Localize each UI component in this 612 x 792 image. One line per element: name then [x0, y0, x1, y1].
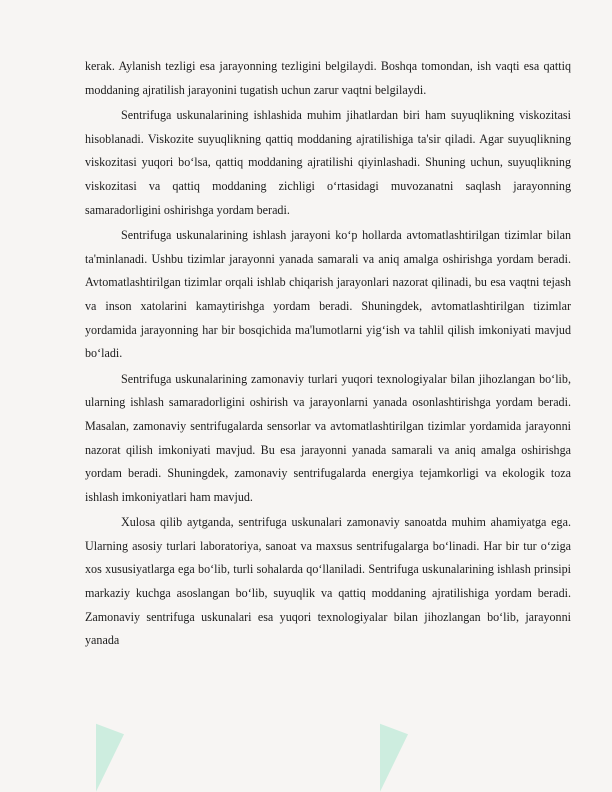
watermark-shape: [380, 700, 408, 791]
paragraph-conclusion: Xulosa qilib aytganda, sentrifuga uskunalari zamonaviy sanoatda muhim ahamiyatga ega. Ularning asosiy turlari laboratoriya, sanoat va maxsus sentrifugalarga bo‘linadi. Har bir tur o‘ziga xos xususiyatlarga ega bo‘lib, turli sohalarda qo‘llaniladi. Sentrifuga uskunalarining ishlash prinsipi markaziy kuchga asoslangan bo‘lib, suyuqlik va qattiq moddaning ajratilishiga yordam beradi. Zamonaviy sentrifuga uskunalari esa yuqori texnologiyalar bilan jihozlangan bo‘lib, jarayonni yanada: [85, 515, 571, 648]
paragraph-automation: Sentrifuga uskunalarining ishlash jarayoni ko‘p hollarda avtomatlashtirilgan tizimlar bilan ta'minlanadi. Ushbu tizimlar jarayonni yanada samarali va aniq amalga oshirishga yordam beradi. Avtomatlashtirilgan tizimlar orqali ishlab chiqarish jarayonlari nazorat qilinadi, bu esa vaqtni tejash va inson xatolarini kamaytirishga yordam beradi. Shuningdek, avtomatlashtirilgan tizimlar yordamida jarayonning har bir bosqichida ma'lumotlarni yig‘ish va tahlil qilish imkoniyati mavjud bo‘ladi.: [85, 228, 571, 361]
paragraph-viscosity: Sentrifuga uskunalarining ishlashida muhim jihatlardan biri ham suyuqlikning viskozitasi hisoblanadi. Viskozite suyuqlikning qattiq moddaning ajratilishiga ta'sir qiladi. Agar suyuqlikning viskozitasi yuqori bo‘lsa, qattiq moddaning ajratilishi qiyinlashadi. Shuning uchun, suyuqlikning viskozitasi va qattiq moddaning zichligi o‘rtasidagi muvozanatni saqlash jarayonning samaradorligini oshirishga yordam beradi.: [85, 108, 571, 217]
paragraph-continuation: kerak. Aylanish tezligi esa jarayonning tezligini belgilaydi. Boshqa tomondan, ish vaqti esa qattiq moddaning ajratilish jarayonini tugatish uchun zarur vaqtni belgilaydi.: [85, 59, 571, 97]
paragraph-modern-types: Sentrifuga uskunalarining zamonaviy turlari yuqori texnologiyalar bilan jihozlangan bo‘lib, ularning ishlash samaradorligini oshirish va jarayonlarni yanada osonlashtirishga yordam beradi. Masalan, zamonaviy sentrifugalarda sensorlar va avtomatlashtirilgan tizimlar yordamida jarayonni nazorat qilish imkoniyati mavjud. Bu esa jarayonni yanada samarali va aniq amalga oshirishga yordam beradi. Shuningdek, zamonaviy sentrifugalarda energiya tejamkorligi va ekologik toza ishlash imkoniyatlari ham mavjud.: [85, 371, 571, 504]
watermark-shape: [96, 700, 124, 791]
body-text: [85, 55, 571, 655]
